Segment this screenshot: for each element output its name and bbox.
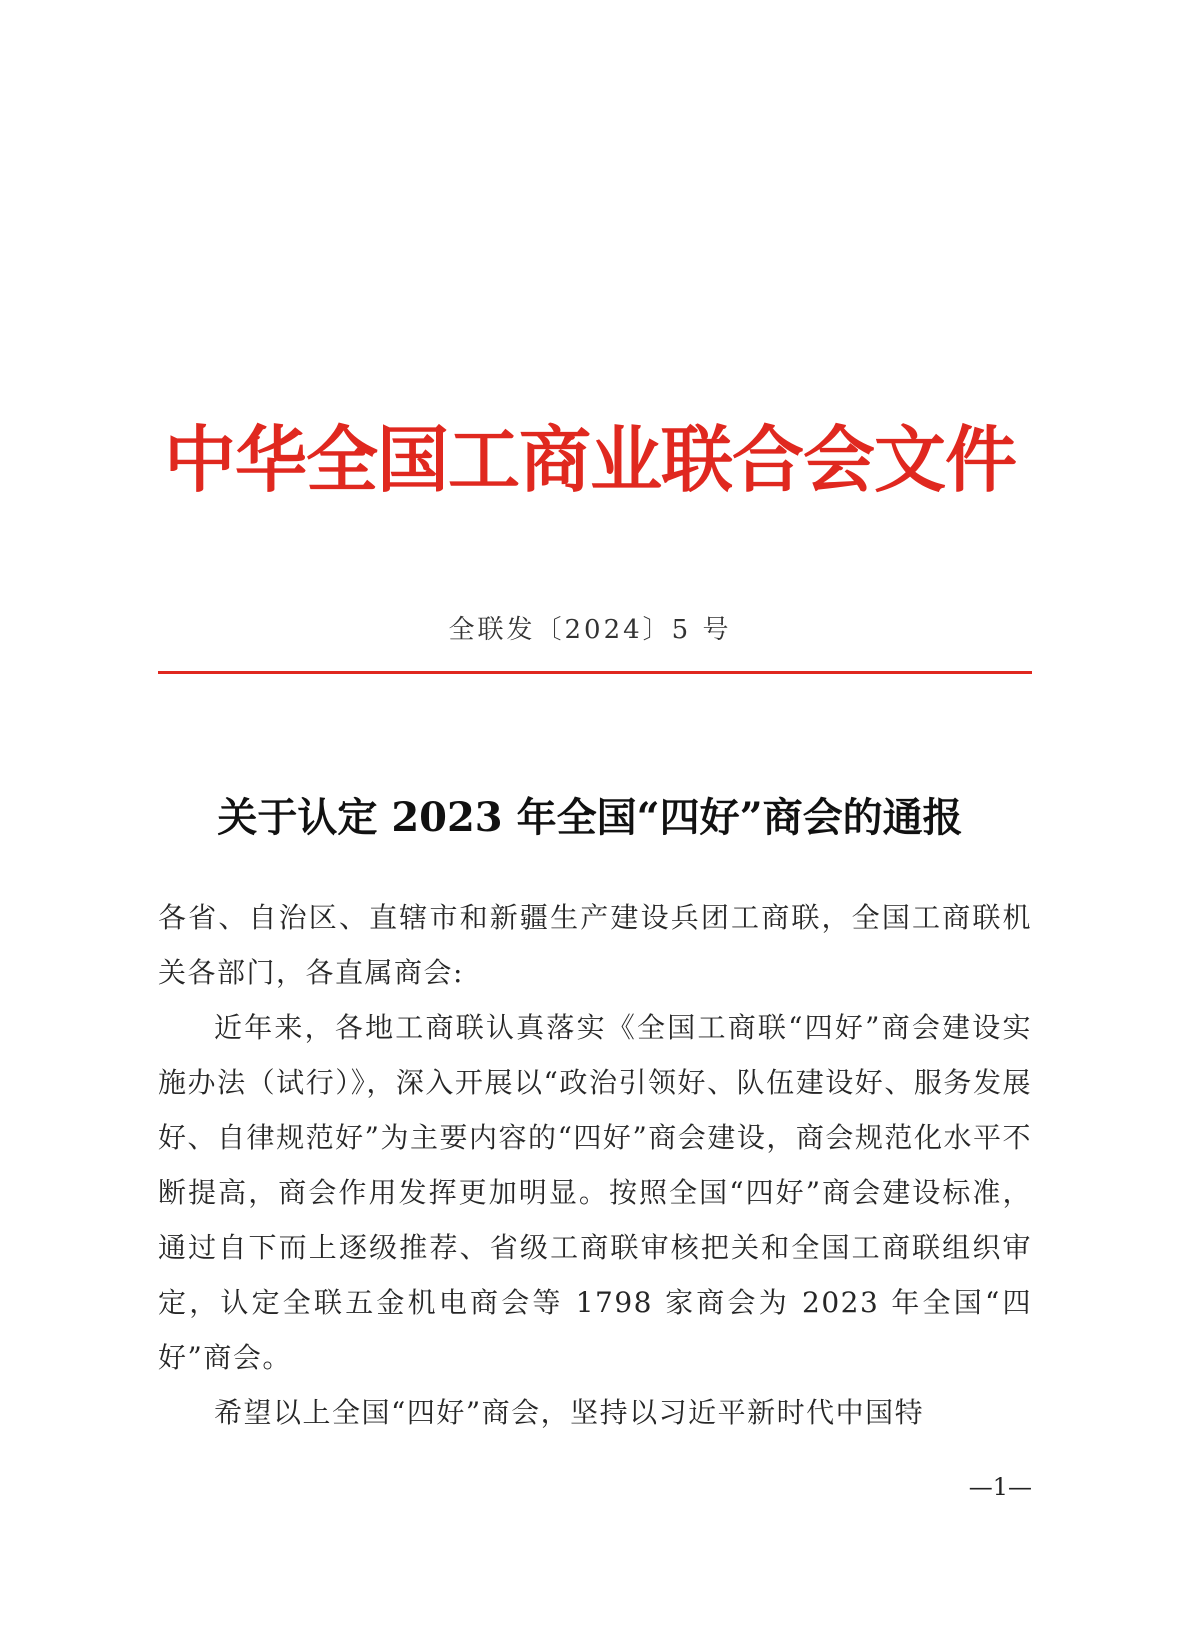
document-number: 全联发〔2024〕5 号 [448,615,732,645]
document-title: 关于认定 2023 年全国“四好”商会的通报 [217,794,963,841]
red-separator-line [158,671,1032,674]
body-paragraph: 希望以上全国“四好”商会，坚持以习近平新时代中国特 [214,1396,925,1429]
issuer-masthead: 中华全国工商业联合会文件 [163,418,1016,502]
page-number: —1— [968,1473,1032,1501]
addressee-line: 各省、自治区、直辖市和新疆生产建设兵团工商联，全国工商联机关各部门，各直属商会: [158,901,1032,989]
document-body [158,890,1032,1440]
body-paragraph: 近年来，各地工商联认真落实《全国工商联“四好”商会建设实施办法（试行）》，深入开展以“政治引领好、队伍建设好、服务发展好、自律规范好”为主要内容的“四好”商会建设，商会规范化水平不断提高，商会作用发挥更加明显。按照全国“四好”商会建设标准，通过自下而上逐级推荐、省级工商联审核把关和全国工商联组织审定，认定全联五金机电商会等 1798 家商会为 2023 年全国“四好”商会。 [158,1011,1032,1374]
